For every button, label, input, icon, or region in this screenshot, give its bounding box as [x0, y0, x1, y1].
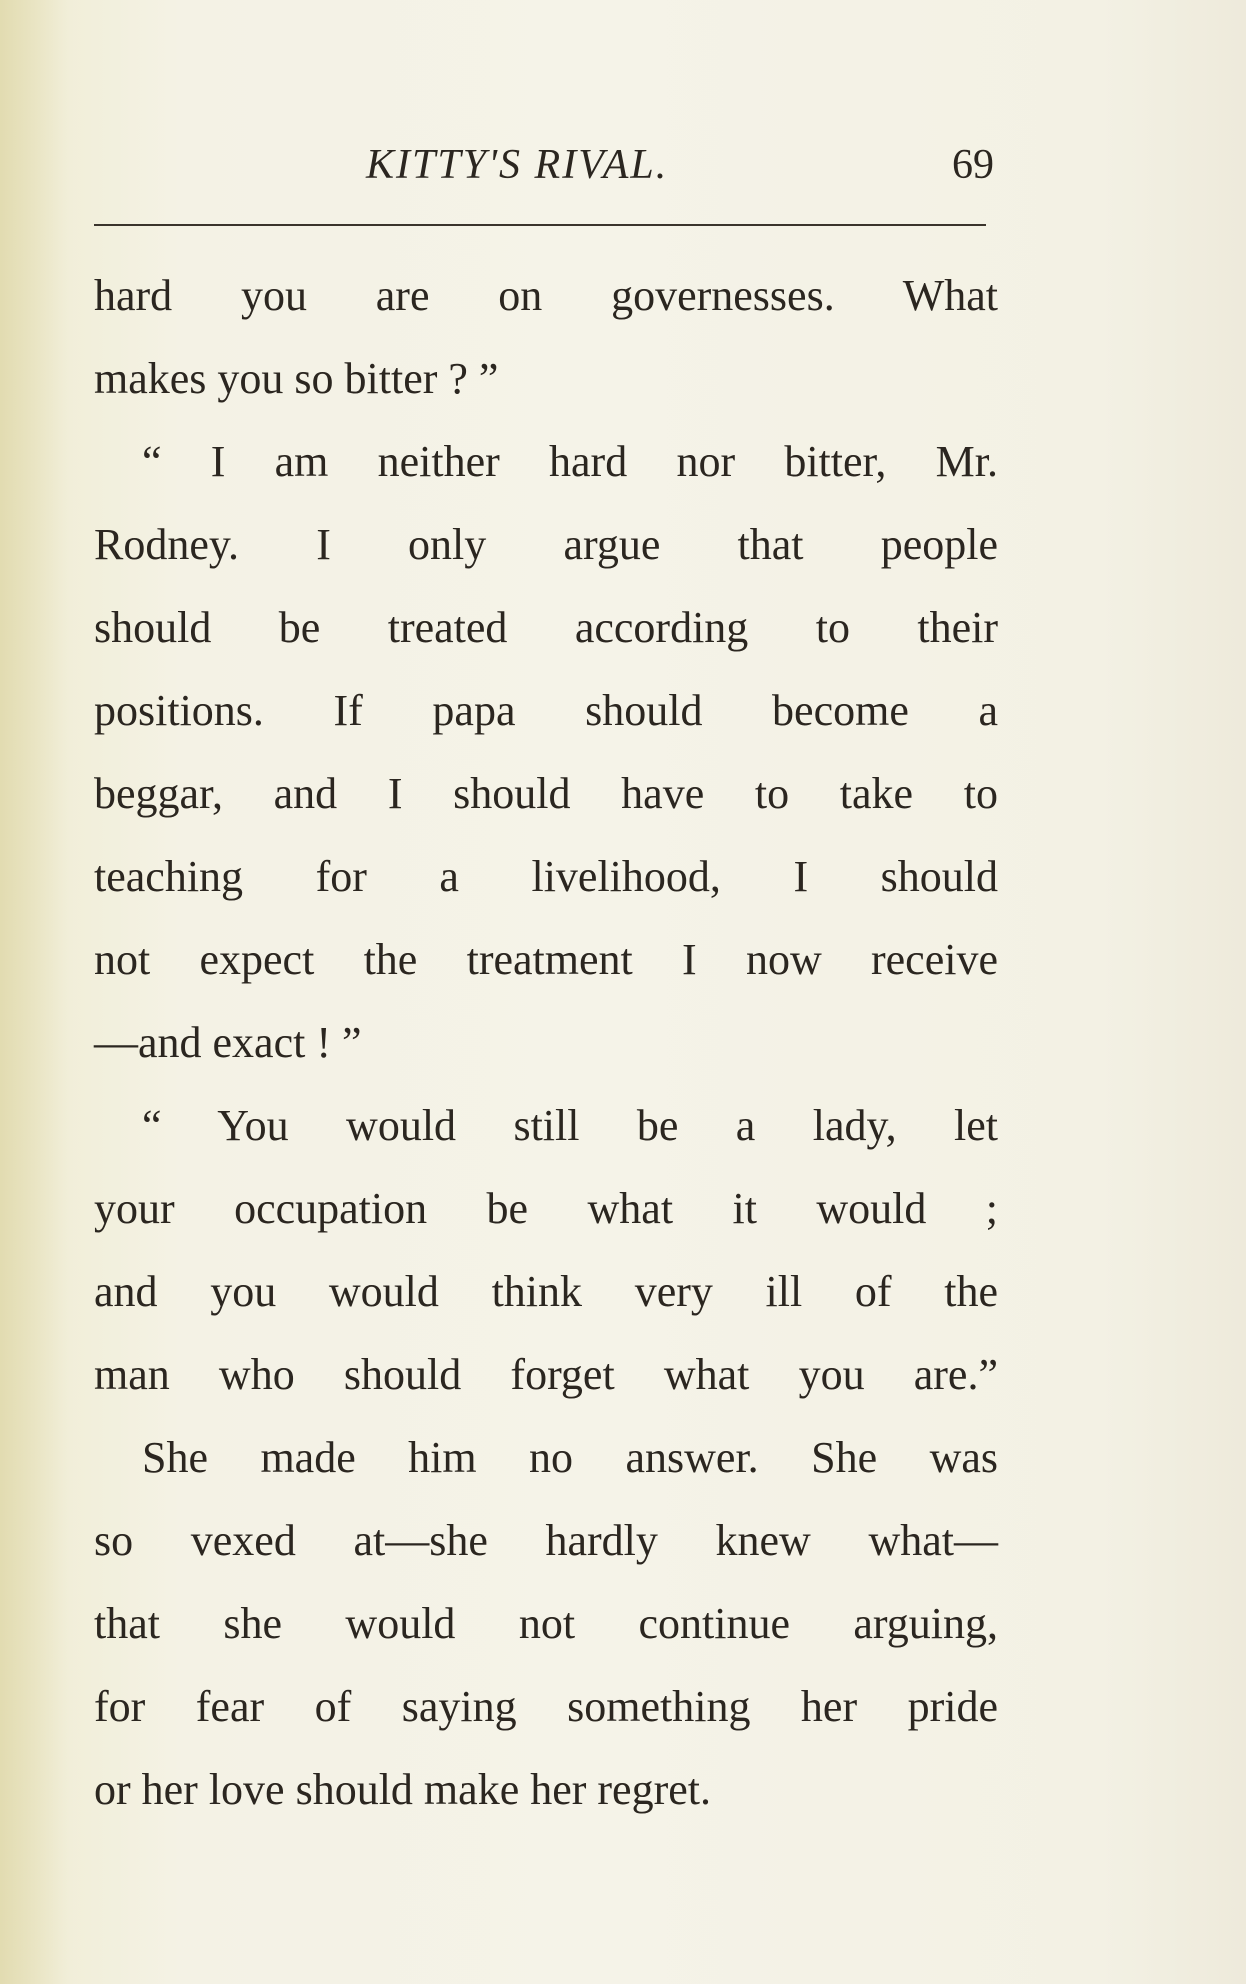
text-line: not expect the treatment I now receive	[94, 935, 998, 984]
text-line: Rodney. I only argue that people	[94, 520, 998, 569]
text-line: “ You would still be a lady, let	[142, 1101, 998, 1150]
text-line: so vexed at—she hardly knew what—	[94, 1516, 998, 1565]
text-line: for fear of saying something her pride	[94, 1682, 998, 1731]
text-line: positions. If papa should become a	[94, 686, 998, 735]
text-line: —and exact ! ”	[94, 1018, 362, 1067]
text-line: teaching for a livelihood, I should	[94, 852, 998, 901]
text-line: or her love should make her regret.	[94, 1765, 711, 1814]
text-line: and you would think very ill of the	[94, 1267, 998, 1316]
gutter-shading	[0, 0, 70, 1984]
text-line: makes you so bitter ? ”	[94, 354, 499, 403]
text-line: should be treated according to their	[94, 603, 998, 652]
text-line: man who should forget what you are.”	[94, 1350, 998, 1399]
text-line: hard you are on governesses. What	[94, 271, 998, 320]
text-line: She made him no answer. She was	[142, 1433, 998, 1482]
running-head	[94, 140, 994, 200]
body-text	[94, 254, 998, 1831]
text-line: “ I am neither hard nor bitter, Mr.	[142, 437, 998, 486]
text-line: that she would not continue arguing,	[94, 1599, 998, 1648]
text-line: beggar, and I should have to take to	[94, 769, 998, 818]
header-rule	[94, 224, 986, 226]
page-number: 69	[952, 142, 994, 188]
running-title: KITTY'S RIVAL.	[366, 142, 669, 188]
text-line: your occupation be what it would ;	[94, 1184, 998, 1233]
